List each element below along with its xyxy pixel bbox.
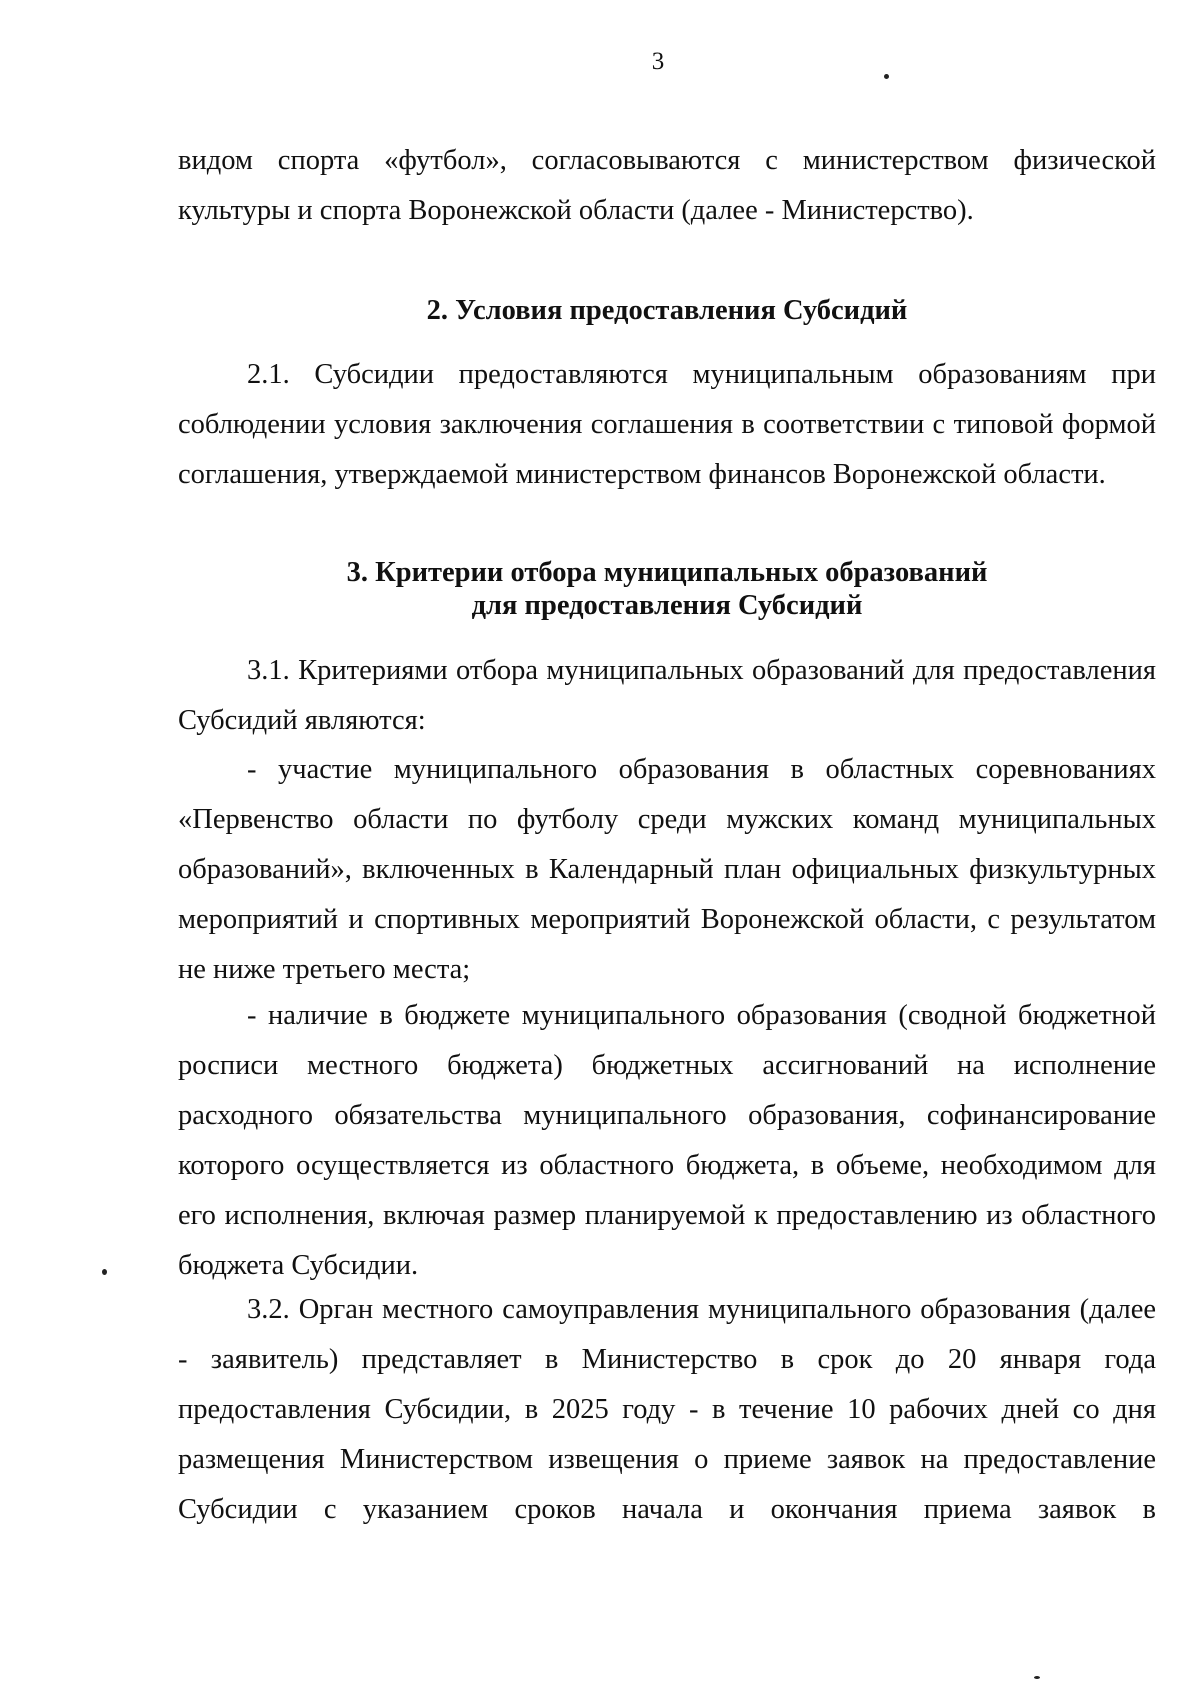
section-3-heading-line-1: 3. Критерии отбора муниципальных образований	[346, 557, 988, 588]
paragraph-3-1-criterion-a: - участие муниципального образования в областных соревнованиях «Первенство области по футболу среди мужских команд муниципальных образований», включенных в Календарный план официальных физкультурных мероприятий и спортивных мероприятий Воронежской области, с результатом не ниже третьего места;	[178, 754, 1156, 985]
paragraph-3-2: 3.2. Орган местного самоуправления муниципального образования (далее - заявитель) представляет в Министерство в срок до 20 января года предоставления Субсидии, в 2025 году - в течение 10 рабочих дней со дня размещения Министерством извещения о приеме заявок на предоставление Субсидии с указанием сроков начала и окончания приема заявок в	[178, 1294, 1156, 1525]
section-3-heading	[178, 556, 1156, 622]
scan-speck	[1034, 1676, 1040, 1679]
section-2-heading: 2. Условия предоставления Субсидий	[426, 295, 908, 326]
page-number: 3	[651, 48, 665, 75]
scan-speck	[102, 1269, 107, 1275]
paragraph-2-1: 2.1. Субсидии предоставляются муниципальным образованиям при соблюдении условия заключения соглашения в соответствии с типовой формой соглашения, утверждаемой министерством финансов Воронежской области.	[178, 359, 1156, 490]
scan-speck	[884, 74, 889, 79]
paragraph-intro: видом спорта «футбол», согласовываются с министерством физической культуры и спорта Воронежской области (далее - Министерство).	[178, 145, 1156, 226]
paragraph-3-1-criterion-b: - наличие в бюджете муниципального образования (сводной бюджетной росписи местного бюджета) бюджетных ассигнований на исполнение расходного обязательства муниципального образования, софинансирование которого осуществляется из областного бюджета, в объеме, необходимом для его исполнения, включая размер планируемой к предоставлению из областного бюджета Субсидии.	[178, 1000, 1156, 1281]
section-3-heading-line-2: для предоставления Субсидий	[471, 590, 863, 621]
paragraph-3-1: 3.1. Критериями отбора муниципальных образований для предоставления Субсидий являются:	[178, 655, 1156, 736]
